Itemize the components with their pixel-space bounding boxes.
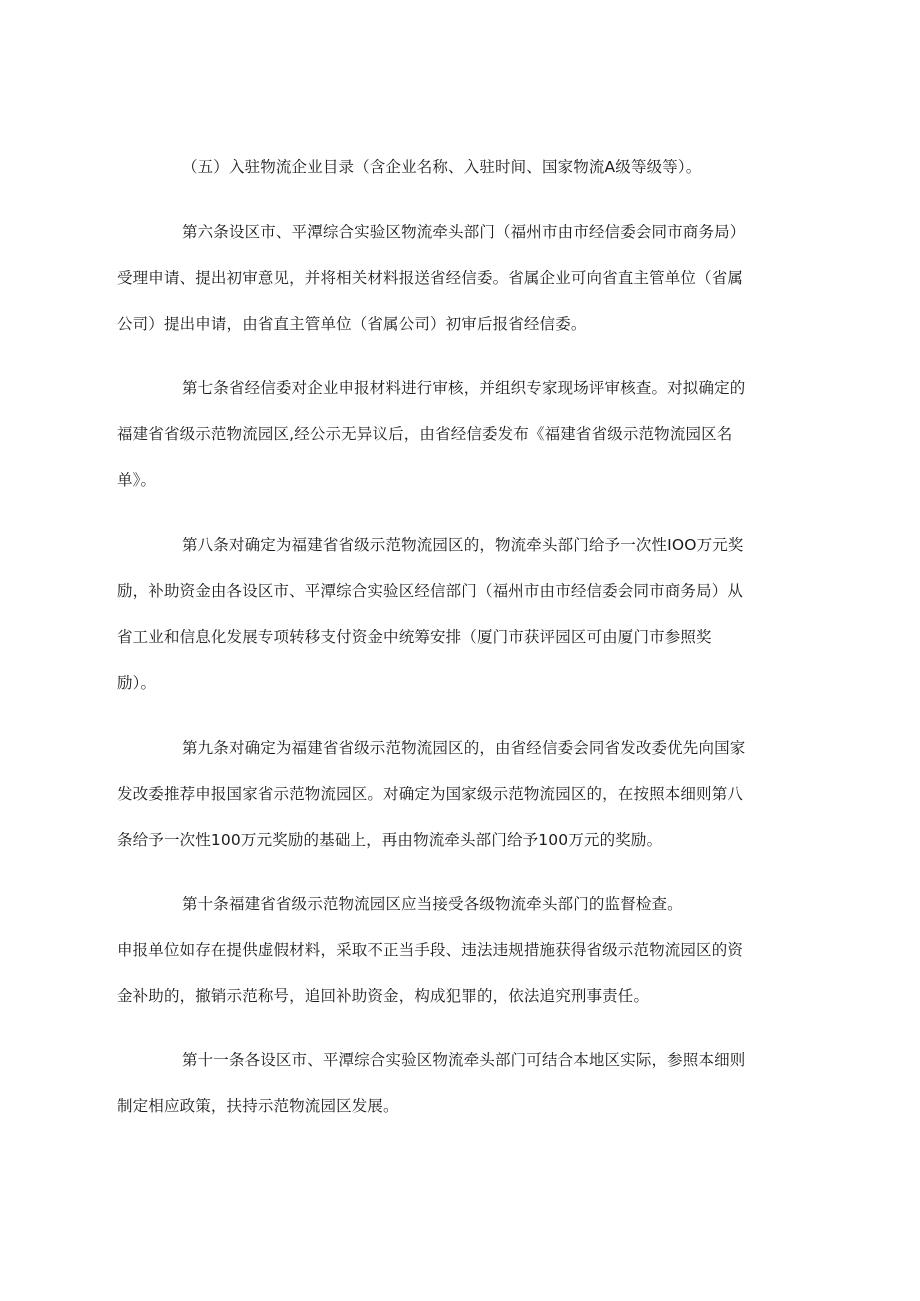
- article-6-line-2: 受理申请、提出初审意见，并将相关材料报送省经信委。省属企业可向省直主管单位（省属: [117, 269, 744, 287]
- item-5-line-1: （五）入驻物流企业目录（含企业名称、入驻时间、国家物流A级等级等）。: [182, 158, 702, 176]
- article-8-line-1: 第八条对确定为福建省省级示范物流园区的，物流牵头部门给予一次性IOO万元奖: [182, 536, 744, 554]
- article-7-line-2: 福建省省级示范物流园区,经公示无异议后，由省经信委发布《福建省省级示范物流园区名: [117, 425, 733, 443]
- article-10-line-1: 第十条福建省省级示范物流园区应当接受各级物流牵头部门的监督检查。: [182, 895, 683, 913]
- article-9-line-2: 发改委推荐申报国家省示范物流园区。对确定为国家级示范物流园区的，在按照本细则第八: [117, 785, 744, 803]
- article-9-line-1: 第九条对确定为福建省省级示范物流园区的，由省经信委会同省发改委优先向国家: [182, 739, 746, 757]
- article-10-line-3: 金补助的，撤销示范称号，追回补助资金，构成犯罪的，依法追究刑事责任。: [117, 987, 650, 1005]
- article-7-line-3: 单》。: [117, 471, 157, 489]
- article-8-line-2: 励，补助资金由各设区市、平潭综合实验区经信部门（福州市由市经信委会同市商务局）从: [117, 582, 744, 600]
- article-6-line-3: 公司）提出申请，由省直主管单位（省属公司）初审后报省经信委。: [117, 315, 587, 333]
- article-10-line-2: 申报单位如存在提供虚假材料，采取不正当手段、违法违规措施获得省级示范物流园区的资: [117, 941, 744, 959]
- article-7-line-1: 第七条省经信委对企业申报材料进行审核，并组织专家现场评审核查。对拟确定的: [182, 379, 746, 397]
- article-9-line-3: 条给予一次性100万元奖励的基础上，再由物流牵头部门给予100万元的奖励。: [117, 831, 663, 849]
- article-6-line-1: 第六条设区市、平潭综合实验区物流牵头部门（福州市由市经信委会同市商务局）: [182, 223, 746, 241]
- article-11-line-1: 第十一条各设区市、平潭综合实验区物流牵头部门可结合本地区实际，参照本细则: [182, 1051, 746, 1069]
- article-8-line-3: 省工业和信息化发展专项转移支付资金中统筹安排（厦门市获评园区可由厦门市参照奖: [117, 628, 712, 646]
- article-8-line-4: 励）。: [117, 674, 157, 692]
- article-11-line-2: 制定相应政策，扶持示范物流园区发展。: [117, 1097, 399, 1115]
